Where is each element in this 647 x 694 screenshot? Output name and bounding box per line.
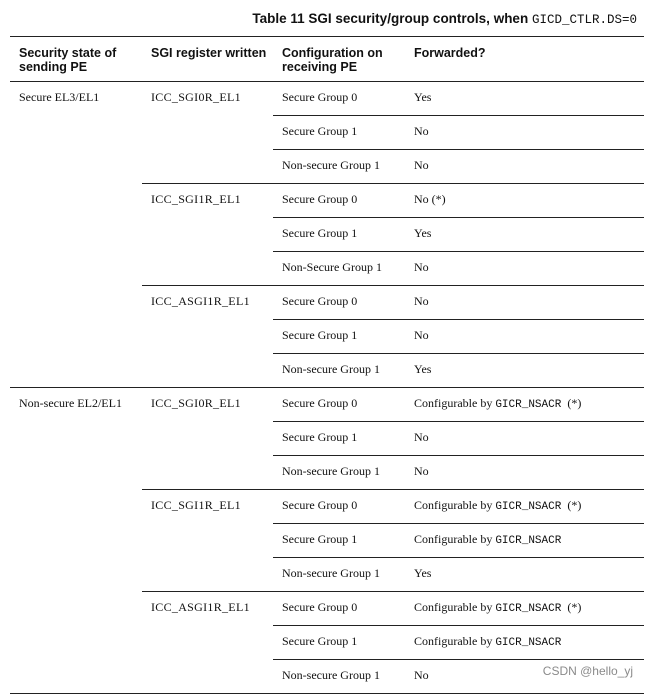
forwarded-prefix: Configurable by	[414, 600, 493, 614]
forwarded-cell: No	[405, 286, 644, 320]
configuration-cell: Non-Secure Group 1	[273, 252, 405, 286]
caption-code: GICD_CTLR.DS=0	[531, 13, 637, 27]
header-sgi-register: SGI register written	[142, 37, 273, 82]
forwarded-cell: No	[405, 150, 644, 184]
configuration-cell: Secure Group 0	[273, 286, 405, 320]
sgi-register-cell: ICC_ASGI1R_EL1	[142, 286, 273, 388]
sgi-register-cell: ICC_SGI1R_EL1	[142, 184, 273, 286]
sgi-register-cell: ICC_SGI0R_EL1	[142, 82, 273, 184]
header-row	[10, 37, 644, 82]
configuration-cell: Secure Group 0	[273, 490, 405, 524]
configuration-cell: Secure Group 0	[273, 388, 405, 422]
configuration-cell: Secure Group 1	[273, 218, 405, 252]
security-state-cell: Non-secure EL2/EL1	[10, 388, 142, 694]
configuration-cell: Non-secure Group 1	[273, 354, 405, 388]
configuration-cell: Secure Group 0	[273, 184, 405, 218]
forwarded-cell: No (*)	[405, 184, 644, 218]
forwarded-cell: No	[405, 660, 644, 694]
table-row	[10, 388, 644, 422]
table-caption	[252, 11, 637, 27]
configuration-cell: Non-secure Group 1	[273, 558, 405, 592]
forwarded-register-code: GICR_NSACR	[495, 501, 562, 513]
forwarded-cell	[405, 592, 644, 626]
forwarded-note: (*)	[567, 498, 582, 512]
security-state-cell: Secure EL3/EL1	[10, 82, 142, 388]
configuration-cell: Non-secure Group 1	[273, 456, 405, 490]
sgi-register-cell: ICC_ASGI1R_EL1	[142, 592, 273, 694]
forwarded-cell	[405, 490, 644, 524]
configuration-cell: Secure Group 1	[273, 626, 405, 660]
forwarded-cell: No	[405, 116, 644, 150]
forwarded-cell: Yes	[405, 218, 644, 252]
forwarded-cell: No	[405, 320, 644, 354]
forwarded-cell	[405, 388, 644, 422]
sgi-register-cell: ICC_SGI0R_EL1	[142, 388, 273, 490]
forwarded-cell: No	[405, 252, 644, 286]
forwarded-cell: Yes	[405, 82, 644, 116]
configuration-cell: Secure Group 0	[273, 82, 405, 116]
watermark: CSDN @hello_yj	[542, 664, 633, 678]
configuration-cell: Non-secure Group 1	[273, 660, 405, 694]
configuration-cell: Secure Group 1	[273, 116, 405, 150]
forwarded-prefix: Configurable by	[414, 532, 493, 546]
table-body	[10, 82, 644, 694]
forwarded-register-code: GICR_NSACR	[495, 399, 562, 411]
sgi-controls-table	[10, 36, 644, 694]
configuration-cell: Non-secure Group 1	[273, 150, 405, 184]
forwarded-cell	[405, 524, 644, 558]
configuration-cell: Secure Group 1	[273, 422, 405, 456]
forwarded-note: (*)	[567, 396, 582, 410]
forwarded-register-code: GICR_NSACR	[495, 603, 562, 615]
forwarded-cell: Yes	[405, 558, 644, 592]
forwarded-note: (*)	[567, 600, 582, 614]
configuration-cell: Secure Group 1	[273, 524, 405, 558]
configuration-cell: Secure Group 1	[273, 320, 405, 354]
forwarded-cell: No	[405, 456, 644, 490]
forwarded-cell: No	[405, 422, 644, 456]
forwarded-cell: Yes	[405, 354, 644, 388]
forwarded-prefix: Configurable by	[414, 634, 493, 648]
forwarded-prefix: Configurable by	[414, 498, 493, 512]
caption-text: Table 11 SGI security/group controls, when	[252, 11, 529, 26]
forwarded-prefix: Configurable by	[414, 396, 493, 410]
configuration-cell: Secure Group 0	[273, 592, 405, 626]
forwarded-cell	[405, 626, 644, 660]
sgi-register-cell: ICC_SGI1R_EL1	[142, 490, 273, 592]
header-security-state: Security state of sending PE	[10, 37, 142, 82]
forwarded-register-code: GICR_NSACR	[495, 535, 562, 547]
header-configuration: Configuration on receiving PE	[273, 37, 405, 82]
forwarded-register-code: GICR_NSACR	[495, 637, 562, 649]
header-forwarded: Forwarded?	[405, 37, 644, 82]
table-row	[10, 82, 644, 116]
